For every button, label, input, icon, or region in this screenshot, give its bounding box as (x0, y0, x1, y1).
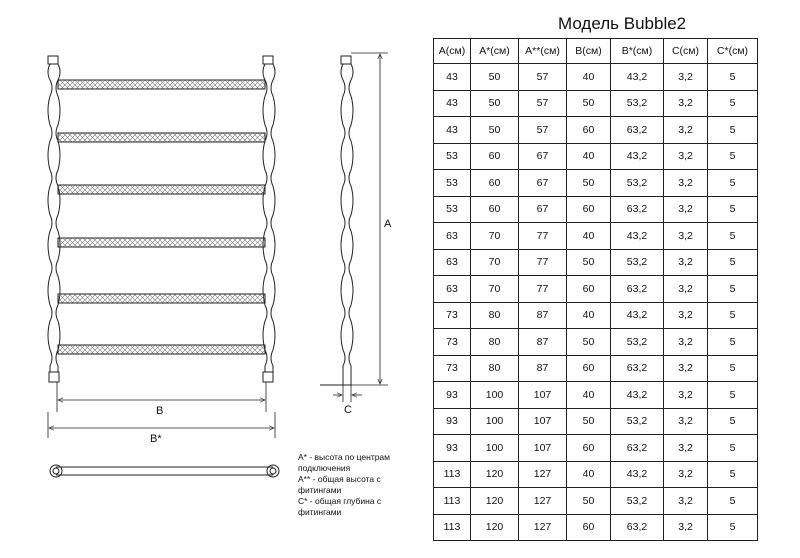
table-cell: 100 (471, 382, 519, 409)
table-cell: 63 (434, 276, 471, 303)
table-cell: 3,2 (664, 435, 708, 462)
table-cell: 5 (708, 355, 758, 382)
table-cell: 50 (567, 329, 611, 356)
table-cell: 60 (567, 355, 611, 382)
table-cell: 40 (567, 64, 611, 91)
table-cell: 87 (519, 329, 567, 356)
table-cell: 5 (708, 143, 758, 170)
table-cell: 50 (471, 90, 519, 117)
table-row (434, 329, 758, 356)
table-cell: 3,2 (664, 329, 708, 356)
table-cell: 50 (471, 64, 519, 91)
table-cell: 67 (519, 196, 567, 223)
column-header: C(см) (664, 39, 708, 64)
side-view (320, 56, 353, 385)
table-cell: 40 (567, 461, 611, 488)
table-cell: 113 (434, 461, 471, 488)
table-cell: 53,2 (611, 249, 664, 276)
dimension-a-label: A (384, 218, 392, 230)
table-cell: 77 (519, 223, 567, 250)
table-cell: 3,2 (664, 143, 708, 170)
table-cell: 73 (434, 302, 471, 329)
table-cell: 80 (471, 302, 519, 329)
table-cell: 3,2 (664, 382, 708, 409)
table-cell: 113 (434, 488, 471, 515)
table-cell: 43,2 (611, 461, 664, 488)
table-cell: 63 (434, 249, 471, 276)
left-post (48, 56, 60, 382)
table-cell: 40 (567, 382, 611, 409)
table-cell: 5 (708, 329, 758, 356)
table-cell: 50 (567, 249, 611, 276)
table-cell: 3,2 (664, 461, 708, 488)
table-cell: 60 (567, 196, 611, 223)
column-header: A(см) (434, 39, 471, 64)
table-cell: 87 (519, 302, 567, 329)
table-cell: 60 (567, 117, 611, 144)
table-cell: 60 (567, 276, 611, 303)
table-cell: 70 (471, 223, 519, 250)
table-cell: 63,2 (611, 435, 664, 462)
table-row (434, 302, 758, 329)
rungs (58, 80, 265, 354)
table-row (434, 249, 758, 276)
dimension-b-star-label: B* (150, 433, 162, 445)
table-cell: 60 (471, 196, 519, 223)
table-cell: 127 (519, 514, 567, 541)
table-cell: 40 (567, 143, 611, 170)
table-cell: 60 (471, 143, 519, 170)
table-cell: 77 (519, 249, 567, 276)
table-cell: 3,2 (664, 196, 708, 223)
table-cell: 93 (434, 382, 471, 409)
table-cell: 3,2 (664, 90, 708, 117)
column-header: B*(см) (611, 39, 664, 64)
dimensions-table (433, 38, 758, 541)
table-row (434, 143, 758, 170)
table-cell: 5 (708, 435, 758, 462)
table-cell: 107 (519, 408, 567, 435)
table-cell: 70 (471, 276, 519, 303)
table-row (434, 355, 758, 382)
table-cell: 3,2 (664, 514, 708, 541)
table-cell: 100 (471, 435, 519, 462)
column-header: C*(см) (708, 39, 758, 64)
table-cell: 3,2 (664, 117, 708, 144)
table-cell: 3,2 (664, 408, 708, 435)
dimension-c (333, 385, 362, 402)
table-row (434, 117, 758, 144)
table-cell: 5 (708, 90, 758, 117)
table-cell: 5 (708, 249, 758, 276)
table-cell: 50 (567, 408, 611, 435)
table-cell: 73 (434, 355, 471, 382)
table-cell: 93 (434, 408, 471, 435)
table-row (434, 514, 758, 541)
table-cell: 43,2 (611, 64, 664, 91)
table-header-row (434, 39, 758, 64)
table-cell: 93 (434, 435, 471, 462)
table-row (434, 196, 758, 223)
table-cell: 5 (708, 488, 758, 515)
table-cell: 3,2 (664, 64, 708, 91)
dimension-c-label: C (344, 404, 352, 416)
table-cell: 5 (708, 382, 758, 409)
table-cell: 5 (708, 170, 758, 197)
table-cell: 77 (519, 276, 567, 303)
table-cell: 120 (471, 514, 519, 541)
table-row (434, 408, 758, 435)
table-cell: 80 (471, 355, 519, 382)
table-cell: 67 (519, 143, 567, 170)
table-row (434, 276, 758, 303)
table-cell: 53 (434, 170, 471, 197)
table-cell: 53,2 (611, 170, 664, 197)
legend-item-a-star: A* - высота по центрам подключения (298, 452, 391, 473)
table-cell: 3,2 (664, 223, 708, 250)
table-cell: 40 (567, 223, 611, 250)
legend-item-c-star: C* - общая глубина с фитингами (298, 496, 382, 517)
front-view-rail (48, 56, 275, 382)
table-cell: 63,2 (611, 276, 664, 303)
table-cell: 5 (708, 514, 758, 541)
table-row (434, 435, 758, 462)
table-cell: 60 (471, 170, 519, 197)
table-cell: 113 (434, 514, 471, 541)
table-cell: 70 (471, 249, 519, 276)
table-cell: 50 (471, 117, 519, 144)
dimension-a (351, 53, 388, 385)
legend-item-a-double-star: A** - общая высота с фитингами (298, 474, 381, 495)
table-cell: 63,2 (611, 355, 664, 382)
table-cell: 63,2 (611, 117, 664, 144)
table-row (434, 382, 758, 409)
table-cell: 3,2 (664, 488, 708, 515)
table-cell: 5 (708, 276, 758, 303)
table-cell: 127 (519, 488, 567, 515)
table-cell: 100 (471, 408, 519, 435)
table-cell: 43,2 (611, 302, 664, 329)
table-row (434, 223, 758, 250)
table-body (434, 64, 758, 541)
table-cell: 60 (567, 514, 611, 541)
table-cell: 3,2 (664, 170, 708, 197)
table-cell: 63,2 (611, 514, 664, 541)
table-cell: 80 (471, 329, 519, 356)
table-cell: 5 (708, 196, 758, 223)
table-cell: 57 (519, 90, 567, 117)
table-cell: 53,2 (611, 329, 664, 356)
table-cell: 63,2 (611, 196, 664, 223)
table-row (434, 170, 758, 197)
model-title: Модель Bubble2 (558, 14, 687, 33)
table-cell: 120 (471, 461, 519, 488)
table-cell: 53,2 (611, 488, 664, 515)
dimension-b-label: B (156, 405, 164, 417)
table-cell: 53,2 (611, 90, 664, 117)
table-cell: 3,2 (664, 302, 708, 329)
table-cell: 53,2 (611, 408, 664, 435)
table-cell: 3,2 (664, 355, 708, 382)
column-header: A**(см) (519, 39, 567, 64)
table-cell: 50 (567, 488, 611, 515)
table-cell: 3,2 (664, 276, 708, 303)
column-header: A*(см) (471, 39, 519, 64)
table-cell: 120 (471, 488, 519, 515)
table-cell: 63 (434, 223, 471, 250)
table-cell: 53 (434, 196, 471, 223)
table-cell: 53 (434, 143, 471, 170)
table-row (434, 488, 758, 515)
table-cell: 5 (708, 64, 758, 91)
table-row (434, 461, 758, 488)
table-cell: 107 (519, 382, 567, 409)
table-cell: 43 (434, 117, 471, 144)
table-cell: 67 (519, 170, 567, 197)
table-cell: 60 (567, 435, 611, 462)
table-cell: 43 (434, 64, 471, 91)
table-cell: 40 (567, 302, 611, 329)
table-cell: 57 (519, 64, 567, 91)
table-cell: 5 (708, 223, 758, 250)
table-row (434, 90, 758, 117)
table-cell: 87 (519, 355, 567, 382)
table-cell: 5 (708, 117, 758, 144)
table-cell: 107 (519, 435, 567, 462)
table-cell: 73 (434, 329, 471, 356)
table-cell: 57 (519, 117, 567, 144)
table-cell: 50 (567, 170, 611, 197)
table-cell: 50 (567, 90, 611, 117)
table-row (434, 64, 758, 91)
legend (298, 452, 423, 518)
table-cell: 43 (434, 90, 471, 117)
table-cell: 5 (708, 461, 758, 488)
top-view (50, 465, 279, 477)
column-header: B(см) (567, 39, 611, 64)
table-cell: 43,2 (611, 143, 664, 170)
table-cell: 43,2 (611, 223, 664, 250)
table-cell: 127 (519, 461, 567, 488)
right-post (263, 56, 275, 382)
table-cell: 5 (708, 408, 758, 435)
table-cell: 5 (708, 302, 758, 329)
table-cell: 43,2 (611, 382, 664, 409)
table-cell: 3,2 (664, 249, 708, 276)
